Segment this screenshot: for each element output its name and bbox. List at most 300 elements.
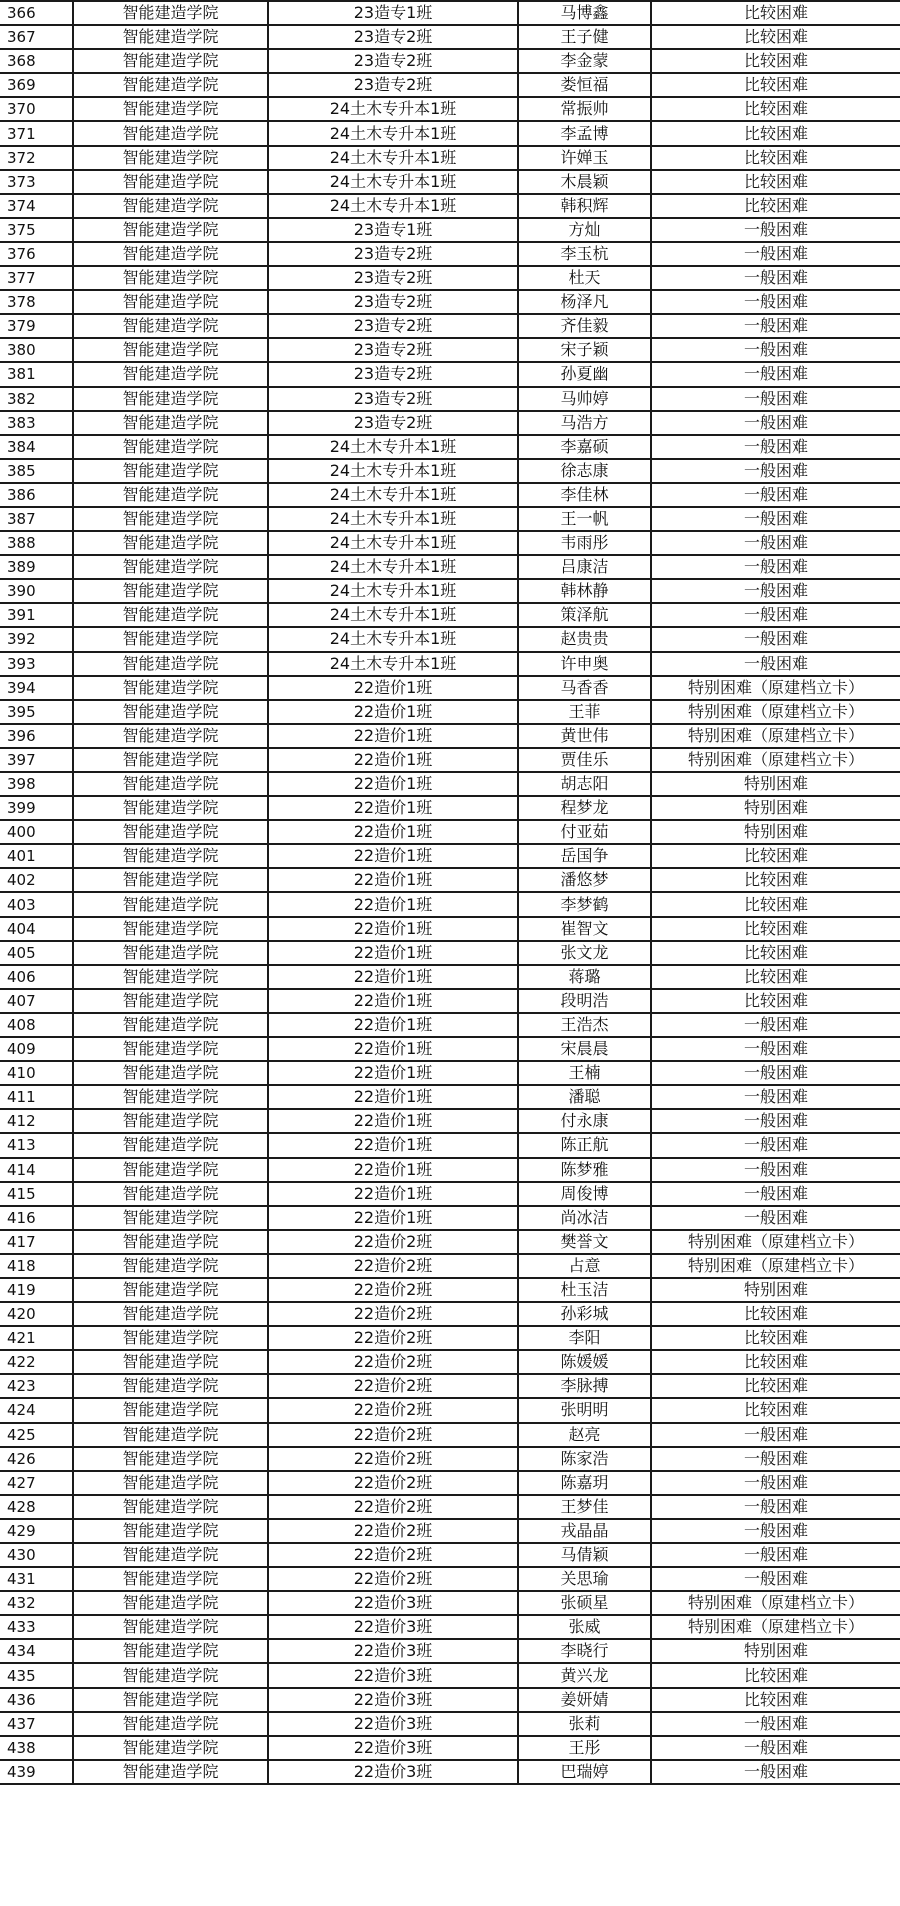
table-row [0,1182,900,1206]
college-cell: 智能建造学院 [73,748,268,772]
row-number-cell: 405 [0,941,73,965]
student-name-cell: 李孟博 [518,121,651,145]
difficulty-level-cell: 一般困难 [651,627,900,651]
table-row [0,820,900,844]
class-cell: 24土木专升本1班 [268,627,518,651]
row-number-cell: 394 [0,676,73,700]
table-row [0,1326,900,1350]
table-row [0,1206,900,1230]
difficulty-level-cell: 特别困难（原建档立卡） [651,676,900,700]
student-name-cell: 崔智文 [518,917,651,941]
student-name-cell: 尚冰洁 [518,1206,651,1230]
student-name-cell: 赵亮 [518,1423,651,1447]
table-row [0,194,900,218]
table-row [0,796,900,820]
table-row [0,700,900,724]
college-cell: 智能建造学院 [73,676,268,700]
table-row [0,1760,900,1784]
difficulty-level-cell: 一般困难 [651,603,900,627]
row-number-cell: 371 [0,121,73,145]
class-cell: 23造专2班 [268,25,518,49]
class-cell: 24土木专升本1班 [268,555,518,579]
college-cell: 智能建造学院 [73,724,268,748]
student-name-cell: 岳国争 [518,844,651,868]
table-row [0,748,900,772]
class-cell: 22造价3班 [268,1712,518,1736]
college-cell: 智能建造学院 [73,1712,268,1736]
difficulty-level-cell: 比较困难 [651,965,900,989]
college-cell: 智能建造学院 [73,1,268,25]
class-cell: 22造价1班 [268,1061,518,1085]
table-row [0,290,900,314]
table-row [0,1158,900,1182]
difficulty-level-cell: 比较困难 [651,1374,900,1398]
row-number-cell: 435 [0,1663,73,1687]
student-name-cell: 巴瑞婷 [518,1760,651,1784]
row-number-cell: 424 [0,1398,73,1422]
class-cell: 22造价2班 [268,1302,518,1326]
row-number-cell: 385 [0,459,73,483]
class-cell: 22造价1班 [268,965,518,989]
student-name-cell: 王菲 [518,700,651,724]
class-cell: 22造价1班 [268,917,518,941]
student-name-cell: 周俊博 [518,1182,651,1206]
row-number-cell: 395 [0,700,73,724]
student-name-cell: 杜玉洁 [518,1278,651,1302]
college-cell: 智能建造学院 [73,507,268,531]
student-name-cell: 陈嘉玥 [518,1471,651,1495]
class-cell: 22造价1班 [268,676,518,700]
table-row [0,1519,900,1543]
row-number-cell: 387 [0,507,73,531]
college-cell: 智能建造学院 [73,49,268,73]
difficulty-level-cell: 一般困难 [651,1206,900,1230]
student-name-cell: 李脉搏 [518,1374,651,1398]
table-row [0,555,900,579]
table-row [0,97,900,121]
student-name-cell: 段明浩 [518,989,651,1013]
class-cell: 22造价1班 [268,724,518,748]
table-row [0,242,900,266]
table-row [0,1,900,25]
college-cell: 智能建造学院 [73,1423,268,1447]
class-cell: 22造价1班 [268,796,518,820]
difficulty-level-cell: 比较困难 [651,1688,900,1712]
class-cell: 24土木专升本1班 [268,170,518,194]
college-cell: 智能建造学院 [73,1615,268,1639]
student-name-cell: 吕康洁 [518,555,651,579]
student-name-cell: 潘聪 [518,1085,651,1109]
class-cell: 22造价1班 [268,868,518,892]
class-cell: 22造价1班 [268,989,518,1013]
row-number-cell: 384 [0,435,73,459]
difficulty-level-cell: 特别困难 [651,1278,900,1302]
college-cell: 智能建造学院 [73,1254,268,1278]
student-name-cell: 程梦龙 [518,796,651,820]
class-cell: 22造价3班 [268,1736,518,1760]
table-row [0,121,900,145]
class-cell: 22造价2班 [268,1374,518,1398]
difficulty-level-cell: 比较困难 [651,1326,900,1350]
college-cell: 智能建造学院 [73,483,268,507]
row-number-cell: 392 [0,627,73,651]
difficulty-level-cell: 一般困难 [651,290,900,314]
difficulty-level-cell: 比较困难 [651,1,900,25]
class-cell: 24土木专升本1班 [268,531,518,555]
table-row [0,483,900,507]
difficulty-level-cell: 特别困难 [651,820,900,844]
table-row [0,603,900,627]
row-number-cell: 382 [0,387,73,411]
difficulty-level-cell: 比较困难 [651,146,900,170]
class-cell: 22造价3班 [268,1688,518,1712]
table-row [0,724,900,748]
row-number-cell: 380 [0,338,73,362]
class-cell: 22造价1班 [268,892,518,916]
row-number-cell: 383 [0,411,73,435]
college-cell: 智能建造学院 [73,652,268,676]
college-cell: 智能建造学院 [73,892,268,916]
student-name-cell: 潘悠梦 [518,868,651,892]
class-cell: 23造专2班 [268,49,518,73]
difficulty-level-cell: 一般困难 [651,1133,900,1157]
class-cell: 23造专2班 [268,362,518,386]
student-name-cell: 付亚茹 [518,820,651,844]
class-cell: 24土木专升本1班 [268,579,518,603]
row-number-cell: 412 [0,1109,73,1133]
row-number-cell: 389 [0,555,73,579]
difficulty-level-cell: 一般困难 [651,652,900,676]
student-name-cell: 许申奥 [518,652,651,676]
difficulty-level-cell: 一般困难 [651,242,900,266]
difficulty-level-cell: 一般困难 [651,1736,900,1760]
college-cell: 智能建造学院 [73,338,268,362]
college-cell: 智能建造学院 [73,1591,268,1615]
class-cell: 24土木专升本1班 [268,483,518,507]
row-number-cell: 399 [0,796,73,820]
row-number-cell: 439 [0,1760,73,1784]
student-name-cell: 张威 [518,1615,651,1639]
college-cell: 智能建造学院 [73,868,268,892]
student-name-cell: 娄恒福 [518,73,651,97]
student-name-cell: 陈正航 [518,1133,651,1157]
table-row [0,676,900,700]
student-name-cell: 戎晶晶 [518,1519,651,1543]
student-name-cell: 木晨颖 [518,170,651,194]
difficulty-level-cell: 比较困难 [651,941,900,965]
student-name-cell: 王一帆 [518,507,651,531]
student-name-cell: 马博鑫 [518,1,651,25]
table-body [0,1,900,1784]
college-cell: 智能建造学院 [73,796,268,820]
row-number-cell: 378 [0,290,73,314]
student-name-cell: 杜天 [518,266,651,290]
student-name-cell: 杨泽凡 [518,290,651,314]
student-name-cell: 姜妍婧 [518,1688,651,1712]
difficulty-level-cell: 比较困难 [651,989,900,1013]
table-row [0,1688,900,1712]
difficulty-level-cell: 特别困难（原建档立卡） [651,1254,900,1278]
student-name-cell: 李佳林 [518,483,651,507]
college-cell: 智能建造学院 [73,1519,268,1543]
table-row [0,579,900,603]
class-cell: 24土木专升本1班 [268,97,518,121]
row-number-cell: 381 [0,362,73,386]
row-number-cell: 376 [0,242,73,266]
table-row [0,1495,900,1519]
student-name-cell: 马香香 [518,676,651,700]
table-row [0,868,900,892]
college-cell: 智能建造学院 [73,579,268,603]
table-row [0,1615,900,1639]
student-name-cell: 王子健 [518,25,651,49]
difficulty-level-cell: 一般困难 [651,531,900,555]
table-row [0,1085,900,1109]
student-name-cell: 赵贵贵 [518,627,651,651]
row-number-cell: 425 [0,1423,73,1447]
college-cell: 智能建造学院 [73,459,268,483]
table-row [0,1398,900,1422]
table-row [0,1712,900,1736]
class-cell: 22造价1班 [268,748,518,772]
difficulty-level-cell: 比较困难 [651,97,900,121]
student-name-cell: 马倩颖 [518,1543,651,1567]
row-number-cell: 433 [0,1615,73,1639]
difficulty-level-cell: 特别困难 [651,796,900,820]
student-name-cell: 李金蒙 [518,49,651,73]
table-row [0,627,900,651]
row-number-cell: 423 [0,1374,73,1398]
table-row [0,1302,900,1326]
difficulty-level-cell: 一般困难 [651,1423,900,1447]
class-cell: 24土木专升本1班 [268,146,518,170]
table-row [0,459,900,483]
table-row [0,266,900,290]
table-row [0,1663,900,1687]
table-row [0,1133,900,1157]
difficulty-level-cell: 特别困难 [651,1639,900,1663]
college-cell: 智能建造学院 [73,1278,268,1302]
table-row [0,170,900,194]
college-cell: 智能建造学院 [73,1085,268,1109]
college-cell: 智能建造学院 [73,531,268,555]
row-number-cell: 374 [0,194,73,218]
student-name-cell: 樊誉文 [518,1230,651,1254]
class-cell: 22造价1班 [268,1206,518,1230]
row-number-cell: 388 [0,531,73,555]
class-cell: 22造价3班 [268,1615,518,1639]
class-cell: 22造价3班 [268,1663,518,1687]
college-cell: 智能建造学院 [73,121,268,145]
difficulty-level-cell: 一般困难 [651,1085,900,1109]
student-name-cell: 张硕星 [518,1591,651,1615]
student-name-cell: 李嘉硕 [518,435,651,459]
row-number-cell: 420 [0,1302,73,1326]
college-cell: 智能建造学院 [73,1471,268,1495]
table-row [0,411,900,435]
class-cell: 22造价1班 [268,1109,518,1133]
table-row [0,892,900,916]
difficulty-level-cell: 比较困难 [651,1398,900,1422]
difficulty-level-cell: 一般困难 [651,1471,900,1495]
row-number-cell: 366 [0,1,73,25]
college-cell: 智能建造学院 [73,1447,268,1471]
college-cell: 智能建造学院 [73,1206,268,1230]
college-cell: 智能建造学院 [73,965,268,989]
class-cell: 22造价2班 [268,1423,518,1447]
student-name-cell: 占意 [518,1254,651,1278]
table-row [0,941,900,965]
class-cell: 23造专2班 [268,387,518,411]
row-number-cell: 400 [0,820,73,844]
difficulty-level-cell: 一般困难 [651,483,900,507]
difficulty-level-cell: 特别困难（原建档立卡） [651,1615,900,1639]
difficulty-level-cell: 一般困难 [651,362,900,386]
student-name-cell: 陈梦雅 [518,1158,651,1182]
table-row [0,1037,900,1061]
class-cell: 22造价2班 [268,1543,518,1567]
difficulty-level-cell: 比较困难 [651,1302,900,1326]
row-number-cell: 367 [0,25,73,49]
table-row [0,1278,900,1302]
row-number-cell: 391 [0,603,73,627]
row-number-cell: 428 [0,1495,73,1519]
student-name-cell: 韩积辉 [518,194,651,218]
college-cell: 智能建造学院 [73,1495,268,1519]
student-name-cell: 张明明 [518,1398,651,1422]
difficulty-level-cell: 一般困难 [651,1567,900,1591]
college-cell: 智能建造学院 [73,627,268,651]
row-number-cell: 436 [0,1688,73,1712]
difficulty-level-cell: 比较困难 [651,170,900,194]
student-name-cell: 蒋璐 [518,965,651,989]
student-name-cell: 胡志阳 [518,772,651,796]
college-cell: 智能建造学院 [73,700,268,724]
college-cell: 智能建造学院 [73,603,268,627]
class-cell: 24土木专升本1班 [268,507,518,531]
college-cell: 智能建造学院 [73,266,268,290]
row-number-cell: 427 [0,1471,73,1495]
class-cell: 22造价1班 [268,700,518,724]
student-name-cell: 王楠 [518,1061,651,1085]
table-row [0,772,900,796]
student-name-cell: 黄世伟 [518,724,651,748]
college-cell: 智能建造学院 [73,314,268,338]
table-row [0,73,900,97]
table-row [0,965,900,989]
difficulty-level-cell: 特别困难（原建档立卡） [651,724,900,748]
row-number-cell: 409 [0,1037,73,1061]
table-row [0,1013,900,1037]
college-cell: 智能建造学院 [73,989,268,1013]
student-name-cell: 张文龙 [518,941,651,965]
class-cell: 24土木专升本1班 [268,459,518,483]
row-number-cell: 429 [0,1519,73,1543]
difficulty-level-cell: 一般困难 [651,314,900,338]
student-name-cell: 陈家浩 [518,1447,651,1471]
row-number-cell: 404 [0,917,73,941]
table-row [0,507,900,531]
difficulty-level-cell: 一般困难 [651,555,900,579]
class-cell: 22造价1班 [268,820,518,844]
college-cell: 智能建造学院 [73,97,268,121]
college-cell: 智能建造学院 [73,941,268,965]
difficulty-level-cell: 比较困难 [651,1350,900,1374]
table-row [0,844,900,868]
class-cell: 22造价1班 [268,1182,518,1206]
college-cell: 智能建造学院 [73,1760,268,1784]
class-cell: 22造价2班 [268,1398,518,1422]
row-number-cell: 437 [0,1712,73,1736]
row-number-cell: 402 [0,868,73,892]
class-cell: 24土木专升本1班 [268,194,518,218]
difficulty-level-cell: 一般困难 [651,1712,900,1736]
college-cell: 智能建造学院 [73,820,268,844]
difficulty-level-cell: 比较困难 [651,121,900,145]
row-number-cell: 434 [0,1639,73,1663]
row-number-cell: 372 [0,146,73,170]
row-number-cell: 418 [0,1254,73,1278]
row-number-cell: 416 [0,1206,73,1230]
difficulty-level-cell: 一般困难 [651,266,900,290]
difficulty-level-cell: 一般困难 [651,338,900,362]
class-cell: 23造专2班 [268,242,518,266]
college-cell: 智能建造学院 [73,1230,268,1254]
difficulty-level-cell: 一般困难 [651,459,900,483]
college-cell: 智能建造学院 [73,1326,268,1350]
class-cell: 22造价2班 [268,1326,518,1350]
student-name-cell: 许婵玉 [518,146,651,170]
row-number-cell: 431 [0,1567,73,1591]
student-name-cell: 李玉杭 [518,242,651,266]
table-row [0,1061,900,1085]
table-row [0,1543,900,1567]
college-cell: 智能建造学院 [73,242,268,266]
student-name-cell: 陈媛媛 [518,1350,651,1374]
table-row [0,314,900,338]
difficulty-level-cell: 一般困难 [651,1543,900,1567]
row-number-cell: 377 [0,266,73,290]
class-cell: 23造专2班 [268,290,518,314]
difficulty-level-cell: 一般困难 [651,1013,900,1037]
row-number-cell: 408 [0,1013,73,1037]
class-cell: 22造价2班 [268,1447,518,1471]
student-name-cell: 张莉 [518,1712,651,1736]
college-cell: 智能建造学院 [73,1543,268,1567]
difficulty-level-cell: 一般困难 [651,507,900,531]
class-cell: 23造专2班 [268,73,518,97]
table-row [0,338,900,362]
class-cell: 22造价1班 [268,844,518,868]
class-cell: 22造价3班 [268,1760,518,1784]
row-number-cell: 421 [0,1326,73,1350]
table-row [0,1230,900,1254]
difficulty-level-cell: 比较困难 [651,25,900,49]
row-number-cell: 370 [0,97,73,121]
college-cell: 智能建造学院 [73,844,268,868]
row-number-cell: 398 [0,772,73,796]
class-cell: 23造专2班 [268,314,518,338]
table-row [0,1471,900,1495]
row-number-cell: 426 [0,1447,73,1471]
college-cell: 智能建造学院 [73,362,268,386]
college-cell: 智能建造学院 [73,1182,268,1206]
difficulty-level-cell: 一般困难 [651,1495,900,1519]
student-name-cell: 贾佳乐 [518,748,651,772]
college-cell: 智能建造学院 [73,555,268,579]
difficulty-level-cell: 比较困难 [651,868,900,892]
student-name-cell: 徐志康 [518,459,651,483]
